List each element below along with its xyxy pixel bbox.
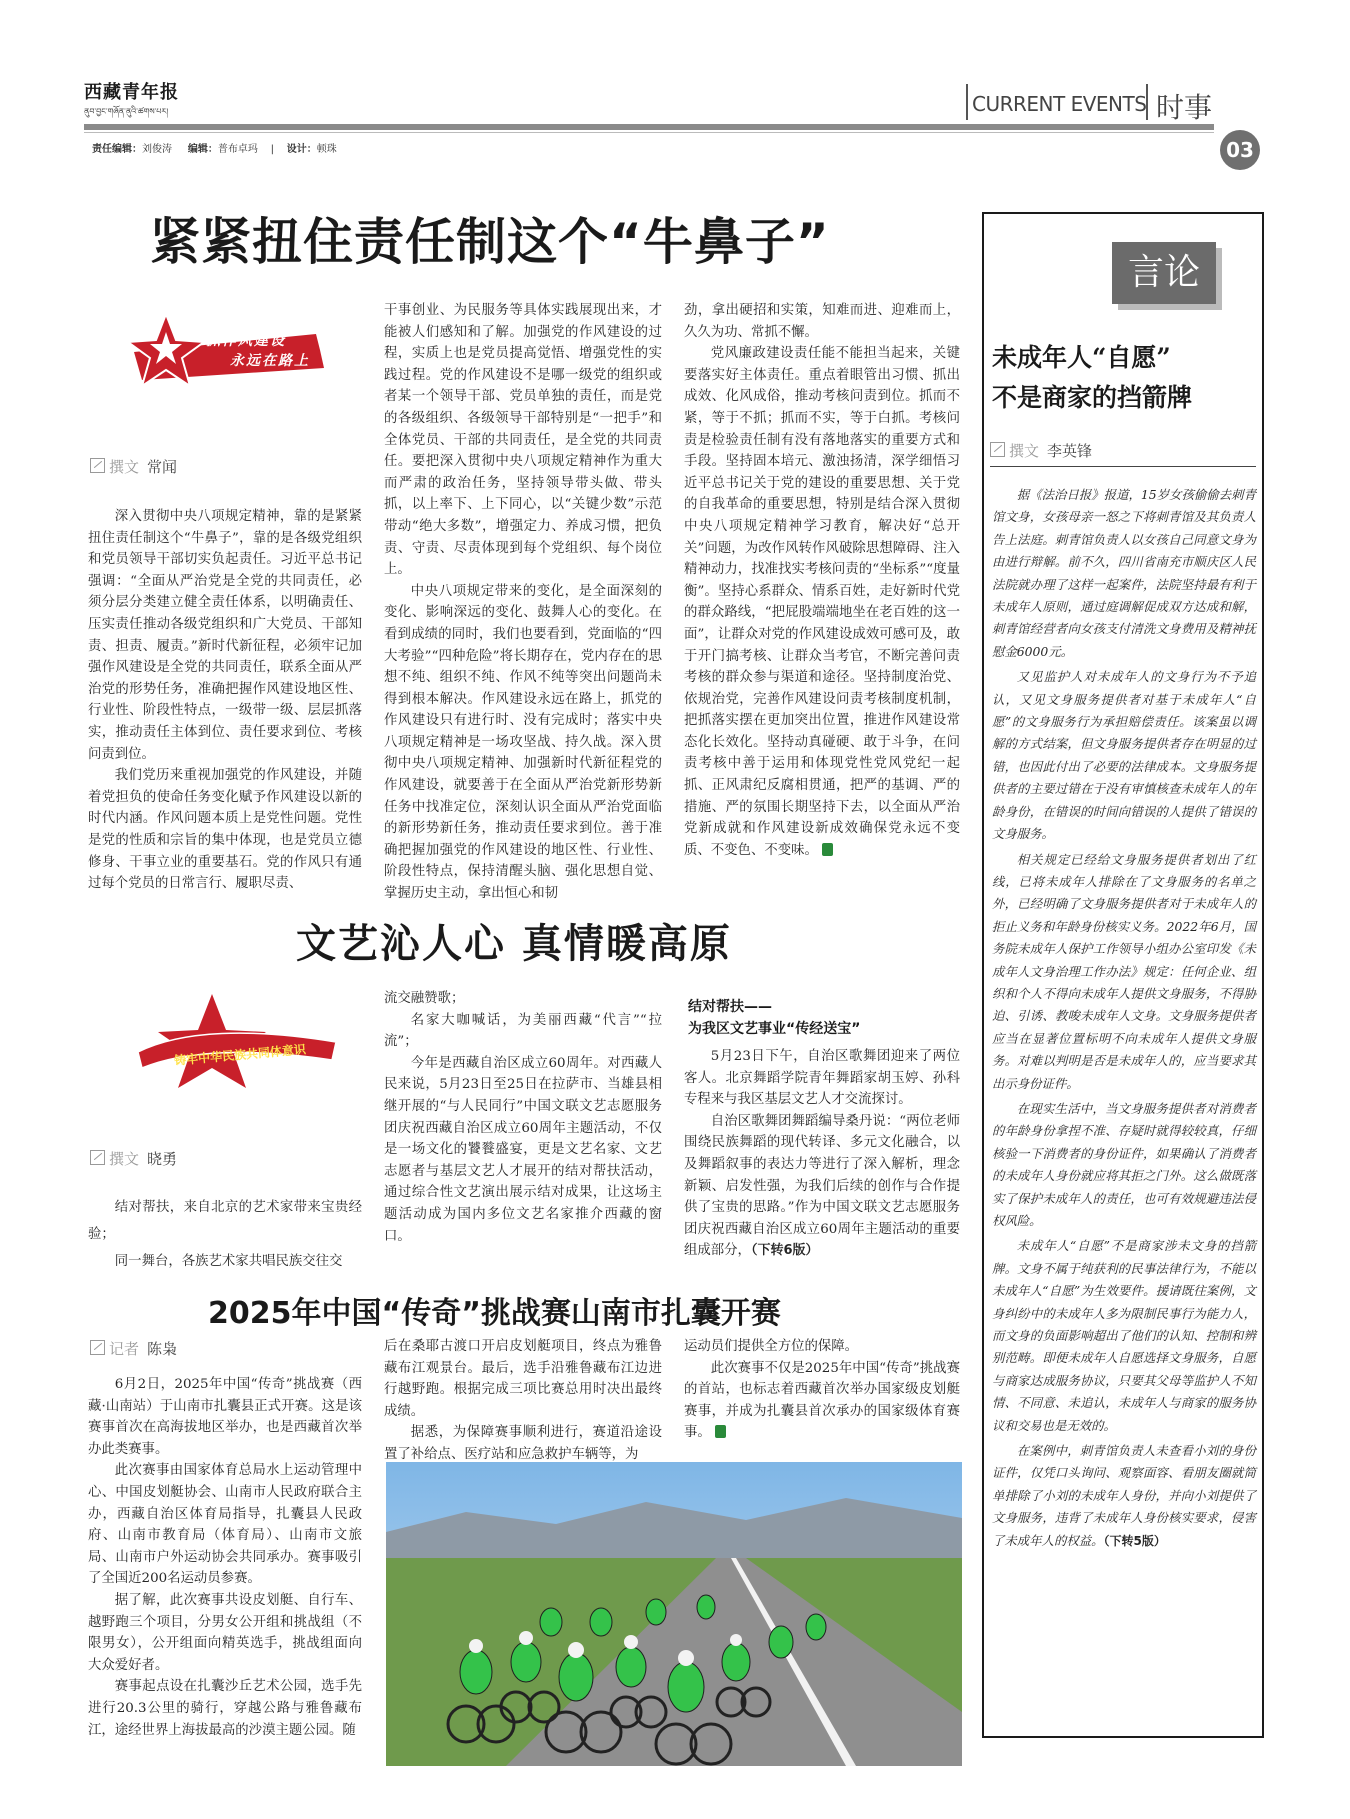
paper-name: 西藏青年报 — [84, 82, 179, 103]
article3-headline: 2025年中国“传奇”挑战赛山南市扎囊开赛 — [208, 1296, 781, 1331]
opinion-sidebar — [982, 212, 1264, 1738]
article2-paragraph-text: 自治区歌舞团舞蹈编导桑丹说：“两位老师围绕民族舞蹈的现代转译、多元文化融合，以及舞蹈叙事的表达力等进行了深入解析，理念新颖、启发性强，为我们后续的创作与合作提供了宝贵的思路。”作为中国文联文艺志愿服务团庆祝西藏自治区成立60周年主题活动的重要组成部分， — [684, 1113, 960, 1259]
article3-paragraph: 赛事起点设在扎囊沙丘艺术公园，选手先进行20.3公里的骑行，穿越公路与雅鲁藏布江，途经世界上海拔最高的沙漠主题公园。随 — [88, 1679, 362, 1738]
section-divider-left — [966, 84, 968, 120]
article3-paragraph-text: 此次赛事不仅是2025年中国“传奇”挑战赛的首站，也标志着西藏首次举办国家级皮划艇赛事，并成为扎囊县首次承办的国家级体育赛事。 — [684, 1360, 960, 1441]
pen-icon — [90, 1340, 105, 1355]
article2-logo-text: 铸牢中华民族共同体意识 — [173, 1042, 307, 1068]
article1-paragraph — [684, 343, 960, 861]
article2-paragraph: 5月23日下午，自治区歌舞团迎来了两位客人。北京舞蹈学院青年舞蹈家胡玉婷、孙科专程来与我区基层文艺人才交流探讨。 — [684, 1049, 960, 1108]
article3-paragraph: 运动员们提供全方位的保障。 — [684, 1339, 859, 1354]
article1-column-2 — [384, 300, 662, 905]
article2-paragraph: 流交融赞歌； — [384, 991, 465, 1006]
article2-subhead-line-2: 为我区文艺事业“传经送宝” — [688, 1021, 861, 1037]
end-mark-icon — [715, 1425, 726, 1438]
section-title-en: CURRENT EVENTS — [972, 92, 1147, 116]
article1-paragraph: 干事创业、为民服务等具体实践展现出来，才能被人们感知和了解。加强党的作风建设的过程，实质上也是党员提高觉悟、增强党性的实践过程。党的作风建设不是哪一级党的组织或者某一个领导干部、党员单独的责任，而是党的各级组织、各级领导干部特别是“一把手”和全体党员、干部的共同责任，是全党的共同责任。要把深入贯彻中央八项规定精神作为重大而严肃的政治任务，坚持领导带头做、带头抓，以上率下、上下同心，以“关键少数”示范带动“绝大多数”，增强定力、养成习惯，把负责、守责、尽责体现到每个党组织、每个岗位上。 — [384, 303, 662, 578]
pen-icon — [990, 442, 1005, 457]
article1-logo-text-2: 永远在路上 — [230, 353, 310, 369]
article3-paragraph: 此次赛事由国家体育总局水上运动管理中心、中国皮划艇协会、山南市人民政府联合主办，西藏自治区体育局指导，扎囊县人民政府、山南市教育局（体育局）、山南市文旅局、山南市户外运动协会共同承办。赛事吸引了全国近200名运动员参赛。 — [88, 1463, 362, 1587]
article1-logo — [120, 310, 340, 390]
opinion-paragraph: 据《法治日报》报道，15岁女孩偷偷去刺青馆文身，女孩母亲一怒之下将刺青馆及其负责人告上法庭。刺青馆负责人以女孩自己同意文身为由进行辩解。前不久，四川省南充市顺庆区人民法院就办理了这样一起案件，法院坚持最有利于未成年人原则，通过庭调解促成双方达成和解，刺青馆经营者向女孩支付清洗文身费用及精神抚慰金6000元。 — [992, 487, 1256, 659]
opinion-title-line-1: 未成年人“自愿” — [992, 343, 1171, 372]
article3-byline — [90, 1338, 177, 1359]
opinion-body — [992, 484, 1256, 1552]
section-title-cn: 时事 — [1156, 91, 1213, 124]
article3-paragraph — [684, 1358, 960, 1444]
copyeditor-name: 普布卓玛 — [217, 144, 258, 155]
article2-lead: 结对帮扶，来自北京的艺术家带来宝贵经验； — [88, 1200, 362, 1242]
byline-author: 李英锋 — [1047, 442, 1093, 460]
article1-paragraph: 中央八项规定带来的变化，是全面深刻的变化、影响深远的变化、鼓舞人心的变化。在看到成绩的同时，我们也要看到，党面临的“四大考验”“四种危险”将长期存在，党内存在的思想不纯、组织不纯、作风不纯等突出问题尚未得到根本解决。作风建设永远在路上，抓党的作风建设只有进行时、没有完成时；落实中央八项规定精神是一场攻坚战、持久战。深入贯彻中央八项规定精神、加强新时代新征程党的作风建设，就要善于在全面从严治党新形势新任务中找准定位，深刻认识全面从严治党面临的新形势新任务，推动责任要求到位。善于准确把握加强党的作风建设的地区性、行业性、阶段性特点，保持清醒头脑、强化思想自觉、掌握历史主动，拿出恒心和韧 — [384, 583, 662, 902]
continued-note: （下转5版） — [1103, 1533, 1166, 1548]
article2-byline — [90, 1148, 177, 1169]
article2-subhead — [688, 996, 860, 1040]
article1-column-1 — [88, 506, 362, 895]
opinion-title — [992, 338, 1192, 418]
opinion-byline — [990, 440, 1092, 461]
credits-line — [92, 140, 337, 155]
credits-separator: | — [270, 144, 274, 155]
article2-column-2 — [384, 988, 662, 1247]
article2-subhead-line-1: 结对帮扶—— — [688, 999, 772, 1015]
paper-name-tibetan: ནུབ་བྱང་གཞོན་ནུའི་ཚགས་པར། — [84, 107, 169, 116]
article2-paragraph: 名家大咖喊话，为美丽西藏“代言”“拉流”； — [384, 1012, 662, 1050]
designer-label: 设计： — [286, 144, 317, 155]
byline-label: 撰文 — [109, 458, 140, 476]
opinion-paragraph: 又见监护人对未成年人的文身行为不予追认，又见文身服务提供者对基于未成年人“自愿”的文身服务行为承担赔偿责任。该案虽以调解的方式结案，但文身服务提供者存在明显的过错，也因此付出了必要的法律成本。文身服务提供者的主要过错在于没有审慎核查未成年人的年龄身份，在错误的时间向错误的人提供了错误的文身服务。 — [992, 669, 1256, 842]
editor-name: 刘俊涛 — [142, 144, 172, 155]
opinion-tag: 言论 — [1112, 242, 1216, 304]
article2-headline: 文艺沁人心 真情暖高原 — [296, 920, 732, 967]
copyeditor-label: 编辑： — [187, 144, 218, 155]
article3-column-1 — [88, 1374, 362, 1741]
article1-logo-text-1: 抓作风建设 — [206, 333, 286, 349]
article3-paragraph: 据悉，为保障赛事顺利进行，赛道沿途设置了补给点、医疗站和应急救护车辆等，为 — [384, 1425, 662, 1462]
article3-paragraph: 据了解，此次赛事共设皮划艇、自行车、越野跑三个项目，分男女公开组和挑战组（不限男女），公开组面向精英选手，挑战组面向大众爱好者。 — [88, 1592, 362, 1673]
designer-name: 顿珠 — [316, 144, 337, 155]
section-divider-mid — [1146, 84, 1148, 120]
editor-label: 责任编辑： — [92, 144, 142, 155]
byline-label: 撰文 — [1009, 442, 1040, 460]
article2-column-1 — [88, 1194, 362, 1275]
article1-byline — [90, 456, 177, 477]
masthead-rule — [84, 124, 1214, 130]
article1-paragraph: 深入贯彻中央八项规定精神，靠的是紧紧扭住责任制这个“牛鼻子”，靠的是各级党组织和党员领导干部切实负起责任。习近平总书记强调：“全面从严治党是全党的共同责任，必须分层分类建立健全责任体系，以明确责任、压实责任推动各级党组织和广大党员、干部知责、担责、履责。”新时代新征程，必须牢记加强作风建设是全党的共同责任，联系全面从严治党的形势任务，准确把握作风建设地区性、行业性、阶段性特点，一级带一级、层层抓落实，推动责任主体到位、责任要求到位、考核问责到位。 — [88, 509, 362, 762]
byline-label: 记者 — [109, 1340, 140, 1358]
article1-paragraph: 我们党历来重视加强党的作风建设，并随着党担负的使命任务变化赋予作风建设以新的时代内涵。作风问题本质上是党性问题。党性是党的性质和宗旨的集中体现，也是党员立德修身、干事立业的重要基石。党的作风只有通过每个党员的日常言行、履职尽责、 — [88, 768, 362, 892]
article3-paragraph: 6月2日，2025年中国“传奇”挑战赛（西藏·山南站）于山南市扎囊县正式开赛。这是该赛事首次在高海拔地区举办，也是西藏首次举办此类赛事。 — [88, 1377, 362, 1457]
byline-author: 陈枭 — [147, 1340, 178, 1358]
continued-note: （下转6版） — [750, 1243, 819, 1259]
article1-column-3 — [684, 300, 960, 861]
article3-column-2 — [384, 1336, 662, 1466]
article1-paragraph-text: 党风廉政建设责任能不能担当起来，关键要落实好主体责任。重点着眼管出习惯、抓出成效、化风成俗，推动考核问责到位。抓而不紧，等于不抓；抓而不实，等于白抓。考核问责是检验责任制有没有落地落实的重要方式和手段。坚持固本培元、激浊扬清，深学细悟习近平总书记关于党的建设的重要思想、关于党的自我革命的重要思想，特别是结合深入贯彻中央八项规定精神学习教育，解决好“总开关”问题，为改作风转作风破除思想障碍、注入精神动力，找准找实考核问责的“坐标系”“度量衡”。坚持心系群众、情系百姓，走好新时代党的群众路线，“把屁股端端地坐在老百姓的这一面”，让群众对党的作风建设成效可感可及，敢于开门搞考核、让群众当考官，不断完善问责考核的群众参与渠道和途径。坚持制度治党、依规治党，完善作风建设问责考核制度机制，把抓落实摆在更加突出位置，推进作风建设常态化长效化。坚持动真碰硬、敢于斗争，在问责考核中善于运用和体现党性党风党纪一起抓、正风肃纪反腐相贯通，把严的基调、严的措施、严的氛围长期坚持下去，以全面从严治党新成就和作风建设新成效确保党永远不变质、不变色、不变味。 — [684, 346, 960, 858]
opinion-paragraph: 在现实生活中，当文身服务提供者对消费者的年龄身份拿捏不准、存疑时就得较较真，仔细核验一下消费者的身份证件，如果确认了消费者的未成年人身份就应将其拒之门外。这么做既落实了保护未成年人的责任，也可有效规避违法侵权风险。 — [992, 1100, 1256, 1228]
opinion-paragraph: 未成年人“自愿”不是商家涉未文身的挡箭牌。文身不属于纯获利的民事法律行为，不能以未成年人“自愿”为生效要件。援请既往案例，文身纠纷中的未成年人多为限制民事行为能力人，而文身的负面影响超出了他们的认知、控制和辨别范畴。即便未成年人自愿选择文身服务，自愿与商家达成服务协议，只要其父母等监护人不知情、不同意、未追认，未成年人与商家的服务协议和交易也是无效的。 — [992, 1238, 1256, 1433]
opinion-paragraph: 相关规定已经给文身服务提供者划出了红线，已将未成年人排除在了文身服务的名单之外，已经明确了文身服务提供者对于未成年人的拒止义务和年龄身份核实义务。2022年6月，国务院未成年人保护工作领导小组办公室印发《未成年人文身治理工作办法》规定：任何企业、组织和个人不得向未成年人提供文身服务，不得胁迫、引诱、教唆未成年人文身。文身服务提供者应当在显著位置标明不向未成年人提供文身服务。对难以判明是否是未成年人的，应当要求其出示身份证件。 — [992, 851, 1256, 1091]
masthead — [0, 0, 1350, 160]
byline-author: 常闻 — [147, 458, 178, 476]
article1-headline: 紧紧扭住责任制这个“牛鼻子” — [150, 213, 830, 271]
byline-author: 晓勇 — [147, 1150, 178, 1168]
article2-logo — [132, 990, 342, 1090]
cyclists-photo-illustration — [386, 1462, 962, 1766]
article2-paragraph: 今年是西藏自治区成立60周年。对西藏人民来说，5月23日至25日在拉萨市、当雄县相继开展的“与人民同行”中国文联文艺志愿服务团庆祝西藏自治区成立60周年主题活动，不仅是一场文化的饕餮盛宴，更是文艺名家、文艺志愿者与基层文艺人才展开的结对帮扶活动，通过综合性文艺演出展示结对成果，让这场主题活动成为国内多位文艺名家推介西藏的窗口。 — [384, 1055, 662, 1244]
opinion-paragraph — [992, 1440, 1256, 1552]
article1-paragraph: 劲，拿出硬招和实策，知难而进、迎难而上，久久为功、常抓不懈。 — [684, 303, 960, 340]
cyclists-photo — [386, 1462, 962, 1766]
pen-icon — [90, 458, 105, 473]
article2-column-3 — [684, 1046, 960, 1262]
page-number-badge: 03 — [1220, 130, 1260, 170]
opinion-paragraph-text: 在案例中，刺青馆负责人未查看小刘的身份证件，仅凭口头询问、观察面容、看朋友圈就简单排除了小刘的未成年人身份，并向小刘提供了文身服务，违背了未成年人身份核实要求，侵害了未成年人的权益。 — [992, 1443, 1256, 1548]
red-star-ribbon-icon — [132, 990, 342, 1090]
article2-paragraph — [684, 1111, 960, 1262]
opinion-divider — [990, 466, 1256, 467]
masthead-rule-thin — [84, 132, 1214, 133]
opinion-title-line-2: 不是商家的挡箭牌 — [992, 383, 1193, 412]
article3-column-3 — [684, 1336, 960, 1444]
pen-icon — [90, 1150, 105, 1165]
end-mark-icon — [822, 843, 833, 856]
article2-lead: 同一舞台，各族艺术家共唱民族交往交 — [114, 1254, 343, 1269]
byline-label: 撰文 — [109, 1150, 140, 1168]
article3-paragraph: 后在桑耶古渡口开启皮划艇项目，终点为雅鲁藏布江观景台。最后，选手沿雅鲁藏布江边进行越野跑。根据完成三项比赛总用时决出最终成绩。 — [384, 1339, 662, 1419]
